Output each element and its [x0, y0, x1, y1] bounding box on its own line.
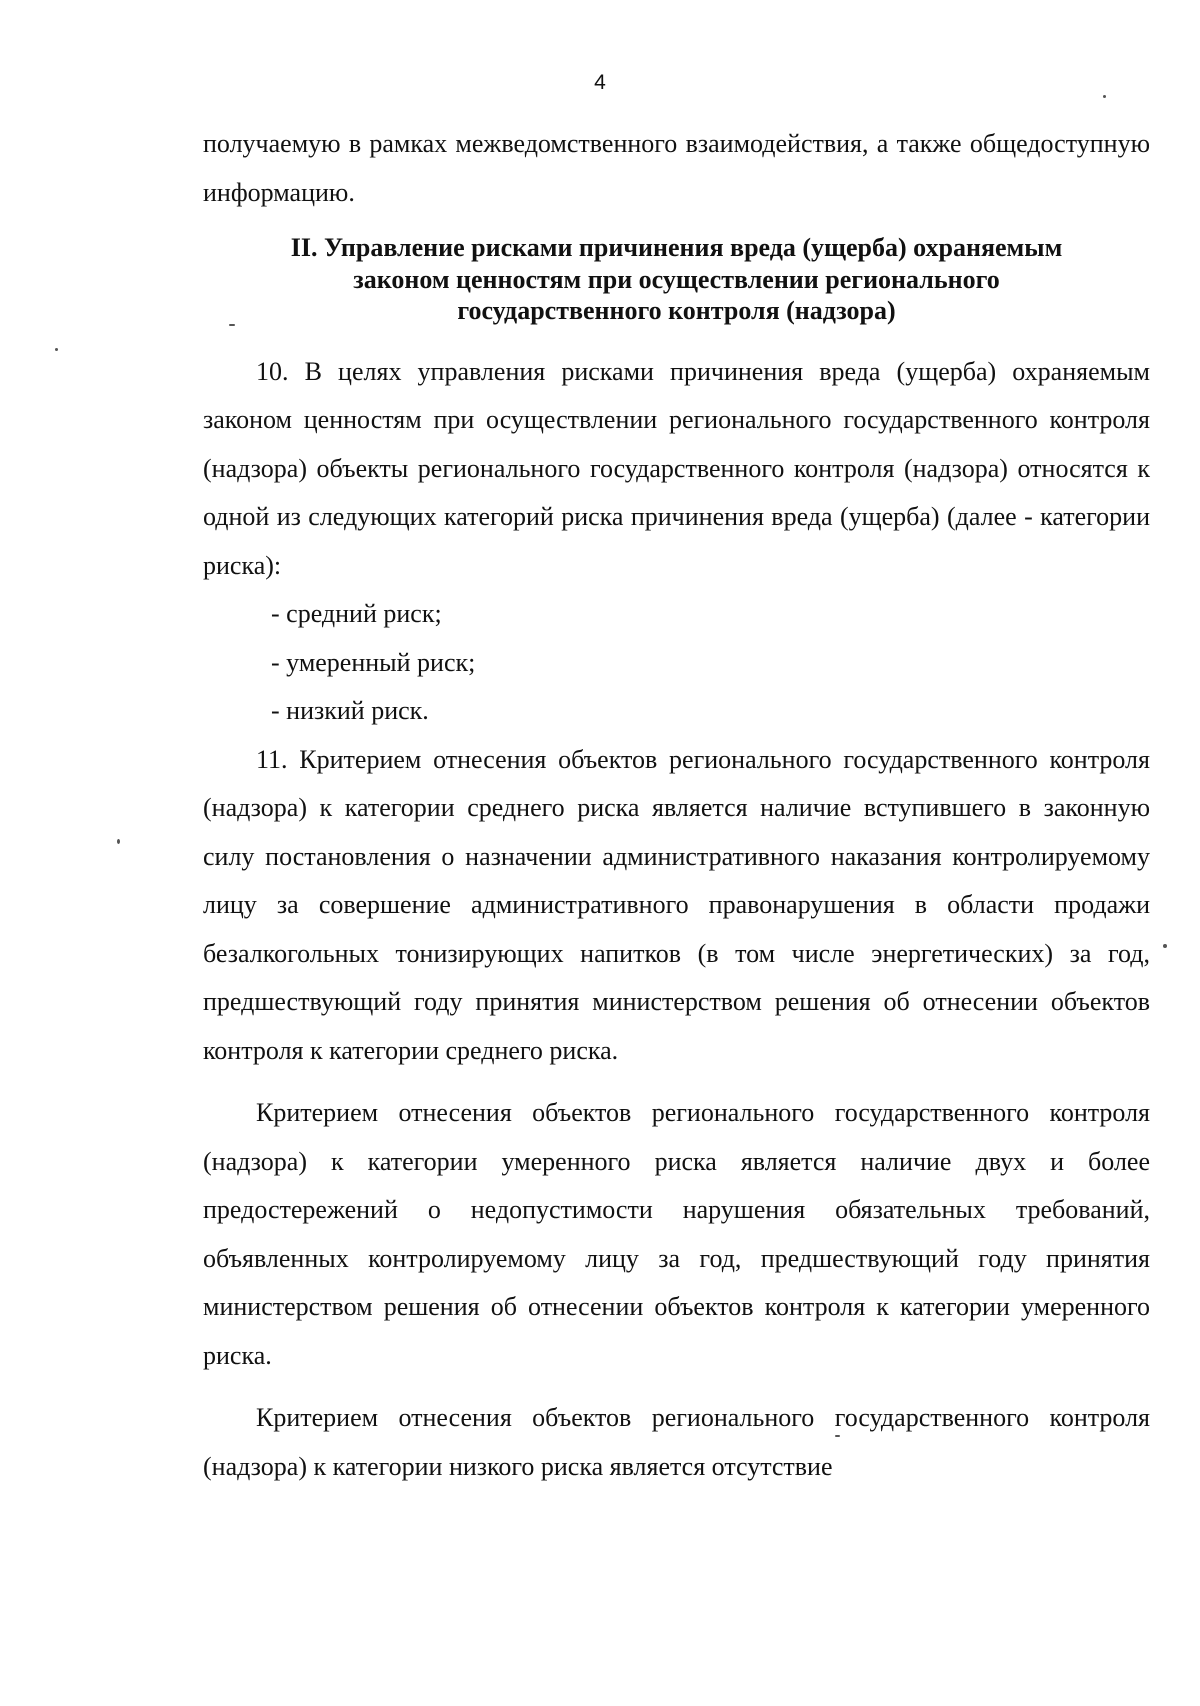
- scan-speck: [835, 1435, 840, 1437]
- risk-category-item: - низкий риск.: [271, 696, 429, 725]
- section-heading-line: государственного контроля (надзора): [457, 296, 896, 325]
- section-heading-line: II. Управление рисками причинения вреда (ущерба) охраняемым: [290, 233, 1063, 262]
- moderate-risk-paragraph: Критерием отнесения объектов регионального государственного контроля (надзора) к категории умеренного риска является наличие двух и более предостережений о недопустимости нарушения обязательных требований, объявленных контролируемому лицу за год, предшествующий году принятия министерством решения об отнесении объектов контроля к категории умеренного риска.: [203, 1098, 1150, 1370]
- document-body: [203, 120, 1150, 1491]
- section-heading: [203, 232, 1150, 327]
- scan-speck: [1103, 95, 1106, 98]
- scan-speck: [229, 324, 235, 326]
- page-number: 4: [594, 71, 606, 94]
- section-heading-line: законом ценностям при осуществлении регионального: [353, 264, 1000, 294]
- scan-speck: [55, 348, 58, 351]
- risk-category-item: - средний риск;: [271, 599, 442, 628]
- paragraph-11: 11. Критерием отнесения объектов регионального государственного контроля (надзора) к категории среднего риска является наличие вступившего в законную силу постановления о назначении административного наказания контролируемому лицу за совершение административного правонарушения в области продажи безалкогольных тонизирующих напитков (в том числе энергетических) за год, предшествующий году принятия министерством решения об отнесении объектов контроля к категории среднего риска.: [203, 744, 1150, 1065]
- paragraph-10: 10. В целях управления рисками причинения вреда (ущерба) охраняемым законом ценностям при осуществлении регионального государственного контроля (надзора) объекты регионального государственного контроля (надзора) относятся к одной из следующих категорий риска причинения вреда (ущерба) (далее - категории риска):: [203, 356, 1150, 580]
- scan-speck: [1163, 944, 1167, 948]
- intro-paragraph: получаемую в рамках межведомственного взаимодействия, а также общедоступную информацию.: [203, 129, 1150, 207]
- scan-speck: [117, 839, 120, 844]
- risk-category-item: - умеренный риск;: [271, 647, 476, 677]
- low-risk-paragraph: Критерием отнесения объектов регионального государственного контроля (надзора) к категории низкого риска является отсутствие: [203, 1403, 1150, 1481]
